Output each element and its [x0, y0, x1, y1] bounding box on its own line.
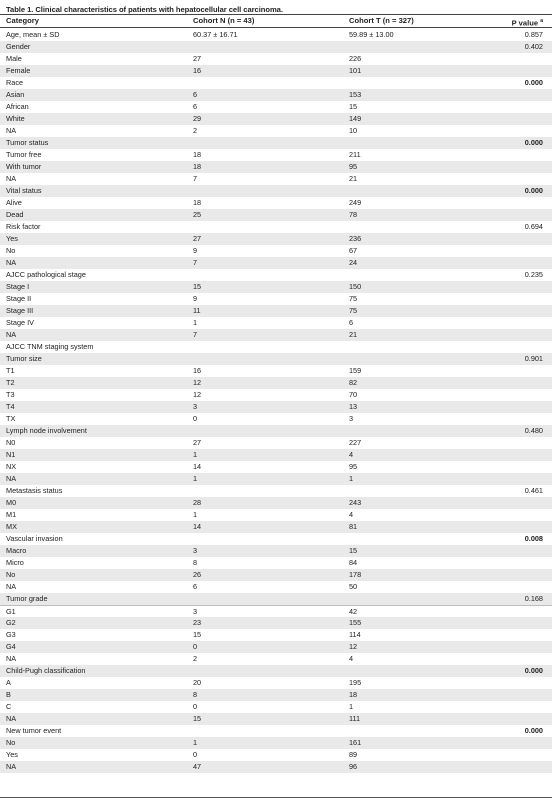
table-row [0, 605, 552, 617]
cell-cohort-n: 1 [193, 738, 198, 747]
header-cohort-t: Cohort T (n = 327) [349, 16, 414, 25]
table-row [0, 257, 552, 269]
cell-cohort-n: 1 [193, 474, 198, 483]
cell-cohort-t: 4 [349, 654, 354, 663]
cell-category: Stage III [6, 306, 34, 315]
cell-category: Risk factor [6, 222, 41, 231]
cell-category: C [6, 702, 12, 711]
cell-cohort-t: 13 [349, 402, 358, 411]
header-cohort-n: Cohort N (n = 43) [193, 16, 255, 25]
cell-cohort-n: 1 [193, 510, 198, 519]
cell-cohort-n: 1 [193, 450, 198, 459]
cell-cohort-n: 9 [193, 246, 198, 255]
cell-cohort-n: 47 [193, 762, 202, 771]
cell-category: N1 [6, 450, 16, 459]
cell-cohort-t: 81 [349, 522, 358, 531]
table-row [0, 389, 552, 401]
cell-cohort-n: 14 [193, 462, 202, 471]
cell-category: Gender [6, 42, 31, 51]
table-header [0, 14, 552, 28]
cell-cohort-t: 84 [349, 558, 358, 567]
table-row [0, 209, 552, 221]
cell-p-value: 0.461 [524, 486, 543, 495]
cell-category: T1 [6, 366, 15, 375]
cell-category: NA [6, 330, 17, 339]
cell-cohort-n: 23 [193, 618, 202, 627]
cell-cohort-n: 7 [193, 258, 198, 267]
cell-p-value: 0.008 [524, 534, 543, 543]
cell-cohort-t: 1 [349, 702, 354, 711]
cell-cohort-n: 8 [193, 558, 198, 567]
cell-cohort-n: 11 [193, 306, 201, 315]
cell-category: A [6, 678, 11, 687]
table-row [0, 377, 552, 389]
cell-category: Vital status [6, 186, 42, 195]
table-row [0, 533, 552, 545]
cell-category: NA [6, 582, 17, 591]
cell-cohort-n: 7 [193, 174, 198, 183]
cell-cohort-t: 78 [349, 210, 358, 219]
cell-cohort-t: 150 [349, 282, 362, 291]
cell-cohort-n: 29 [193, 114, 202, 123]
cell-cohort-t: 75 [349, 294, 358, 303]
table-row [0, 737, 552, 749]
cell-cohort-t: 89 [349, 750, 358, 759]
table-row [0, 317, 552, 329]
table-row [0, 485, 552, 497]
cell-cohort-n: 14 [193, 522, 202, 531]
table-row [0, 593, 552, 605]
cell-cohort-n: 8 [193, 690, 198, 699]
cell-cohort-n: 2 [193, 654, 198, 663]
cell-cohort-n: 25 [193, 210, 202, 219]
cell-p-value: 0.000 [524, 726, 543, 735]
table-row [0, 749, 552, 761]
cell-category: NA [6, 654, 17, 663]
table-row [0, 173, 552, 185]
table-row [0, 629, 552, 641]
table-row [0, 269, 552, 281]
cell-cohort-n: 12 [193, 390, 202, 399]
cell-category: G3 [6, 630, 16, 639]
cell-category: B [6, 690, 11, 699]
table-caption: Table 1. Clinical characteristics of patients with hepatocellular cell carcinoma. [6, 5, 283, 14]
header-p-value-label: P value [511, 18, 539, 28]
table-row [0, 149, 552, 161]
cell-cohort-t: 95 [349, 162, 358, 171]
cell-category: Asian [6, 90, 25, 99]
cell-cohort-n: 7 [193, 330, 198, 339]
cell-category: Age, mean ± SD [6, 30, 60, 39]
table-row [0, 53, 552, 65]
table-row [0, 281, 552, 293]
cell-cohort-t: 195 [349, 678, 362, 687]
cell-cohort-n: 18 [193, 162, 202, 171]
table-row [0, 521, 552, 533]
table-row [0, 497, 552, 509]
cell-cohort-n: 18 [193, 150, 202, 159]
cell-category: Yes [6, 750, 18, 759]
table-row [0, 401, 552, 413]
table-row [0, 713, 552, 725]
cell-cohort-n: 27 [193, 54, 202, 63]
table-row [0, 197, 552, 209]
cell-cohort-n: 0 [193, 414, 198, 423]
table-row [0, 725, 552, 737]
cell-cohort-t: 70 [349, 390, 358, 399]
cell-cohort-t: 249 [349, 198, 362, 207]
table-row [0, 701, 552, 713]
cell-cohort-n: 3 [193, 402, 198, 411]
cell-p-value: 0.000 [524, 186, 543, 195]
cell-category: G4 [6, 642, 16, 651]
cell-cohort-t: 67 [349, 246, 358, 255]
cell-cohort-t: 59.89 ± 13.00 [349, 30, 394, 39]
cell-cohort-n: 12 [193, 378, 202, 387]
table-row [0, 29, 552, 41]
cell-p-value: 0.402 [524, 42, 543, 51]
cell-cohort-n: 6 [193, 102, 198, 111]
cell-cohort-n: 20 [193, 678, 202, 687]
cell-category: Lymph node involvement [6, 426, 87, 435]
cell-p-value: 0.901 [524, 354, 543, 363]
table-row [0, 665, 552, 677]
cell-p-value: 0.235 [524, 270, 543, 279]
cell-p-value: 0.000 [524, 666, 543, 675]
cell-category: Race [6, 78, 24, 87]
cell-cohort-n: 2 [193, 126, 198, 135]
cell-cohort-n: 3 [193, 607, 198, 616]
cell-category: M0 [6, 498, 17, 507]
cell-category: African [6, 102, 29, 111]
cell-cohort-n: 3 [193, 546, 198, 555]
cell-cohort-t: 3 [349, 414, 354, 423]
cell-cohort-t: 114 [349, 630, 361, 639]
table-row [0, 185, 552, 197]
cell-cohort-n: 15 [193, 282, 202, 291]
cell-cohort-n: 0 [193, 642, 198, 651]
table-row [0, 221, 552, 233]
cell-cohort-t: 18 [349, 690, 358, 699]
cell-cohort-t: 24 [349, 258, 358, 267]
cell-p-value: 0.000 [524, 78, 543, 87]
cell-cohort-n: 60.37 ± 16.71 [193, 30, 238, 39]
cell-cohort-t: 149 [349, 114, 362, 123]
table-row [0, 545, 552, 557]
cell-cohort-n: 0 [193, 750, 198, 759]
cell-cohort-t: 4 [349, 510, 354, 519]
table-row [0, 425, 552, 437]
cell-category: TX [6, 414, 16, 423]
cell-category: Male [6, 54, 22, 63]
cell-cohort-n: 6 [193, 582, 198, 591]
cell-cohort-t: 15 [349, 102, 358, 111]
cell-category: With tumor [6, 162, 42, 171]
cell-category: Stage IV [6, 318, 34, 327]
cell-category: Female [6, 66, 31, 75]
cell-category: T2 [6, 378, 15, 387]
cell-cohort-t: 21 [349, 174, 358, 183]
table-bottom-rule [0, 797, 552, 798]
table-row [0, 689, 552, 701]
cell-cohort-t: 75 [349, 306, 358, 315]
cell-cohort-t: 50 [349, 582, 358, 591]
cell-category: No [6, 570, 16, 579]
cell-cohort-t: 101 [349, 66, 362, 75]
table-row [0, 245, 552, 257]
cell-category: N0 [6, 438, 16, 447]
cell-cohort-n: 15 [193, 714, 202, 723]
cell-cohort-t: 1 [349, 474, 354, 483]
table-row [0, 353, 552, 365]
header-p-value [512, 15, 543, 30]
cell-cohort-t: 159 [349, 366, 362, 375]
cell-category: MX [6, 522, 17, 531]
cell-cohort-t: 96 [349, 762, 358, 771]
cell-cohort-t: 178 [349, 570, 362, 579]
table-row [0, 329, 552, 341]
cell-category: No [6, 246, 16, 255]
table-row [0, 137, 552, 149]
cell-cohort-t: 42 [349, 607, 358, 616]
cell-cohort-t: 153 [349, 90, 362, 99]
cell-category: Child-Pugh classification [6, 666, 86, 675]
table-row [0, 233, 552, 245]
cell-cohort-t: 95 [349, 462, 358, 471]
table-row [0, 617, 552, 629]
table-row [0, 437, 552, 449]
table-row [0, 125, 552, 137]
cell-category: NA [6, 174, 17, 183]
table-row [0, 293, 552, 305]
table-row [0, 41, 552, 53]
cell-cohort-t: 15 [349, 546, 358, 555]
cell-cohort-t: 21 [349, 330, 358, 339]
cell-category: White [6, 114, 25, 123]
cell-cohort-n: 0 [193, 702, 198, 711]
cell-cohort-n: 1 [193, 318, 198, 327]
cell-cohort-t: 12 [349, 642, 358, 651]
cell-category: Tumor size [6, 354, 42, 363]
cell-category: NA [6, 714, 17, 723]
cell-cohort-n: 6 [193, 90, 198, 99]
cell-category: Yes [6, 234, 18, 243]
table-row [0, 65, 552, 77]
cell-category: T4 [6, 402, 15, 411]
table-row [0, 677, 552, 689]
table-row [0, 569, 552, 581]
table-row [0, 557, 552, 569]
cell-cohort-t: 111 [349, 714, 361, 723]
cell-category: Dead [6, 210, 24, 219]
table-row [0, 77, 552, 89]
cell-category: G2 [6, 618, 16, 627]
cell-cohort-t: 211 [349, 150, 361, 159]
table-row [0, 101, 552, 113]
table-row [0, 161, 552, 173]
cell-cohort-t: 226 [349, 54, 362, 63]
table-row [0, 305, 552, 317]
cell-category: Vascular invasion [6, 534, 63, 543]
table-row [0, 461, 552, 473]
table-body [0, 29, 552, 797]
header-category: Category [6, 16, 39, 25]
cell-cohort-n: 26 [193, 570, 202, 579]
table-row [0, 761, 552, 773]
cell-cohort-t: 4 [349, 450, 354, 459]
cell-category: New tumor event [6, 726, 62, 735]
cell-cohort-t: 155 [349, 618, 362, 627]
cell-p-value: 0.168 [524, 594, 543, 603]
cell-category: Metastasis status [6, 486, 63, 495]
table-row [0, 509, 552, 521]
table-row [0, 449, 552, 461]
cell-cohort-n: 16 [193, 66, 202, 75]
cell-p-value: 0.857 [524, 30, 543, 39]
table-row [0, 581, 552, 593]
cell-category: Stage I [6, 282, 30, 291]
cell-category: AJCC TNM staging system [6, 342, 94, 351]
cell-cohort-t: 6 [349, 318, 354, 327]
cell-category: T3 [6, 390, 15, 399]
cell-category: M1 [6, 510, 17, 519]
table-row [0, 341, 552, 353]
cell-category: NA [6, 126, 17, 135]
cell-category: NA [6, 258, 17, 267]
cell-category: AJCC pathological stage [6, 270, 86, 279]
cell-category: Tumor free [6, 150, 42, 159]
cell-category: Tumor status [6, 138, 49, 147]
cell-cohort-t: 82 [349, 378, 358, 387]
cell-category: Tumor grade [6, 594, 48, 603]
cell-cohort-t: 227 [349, 438, 362, 447]
cell-cohort-t: 243 [349, 498, 362, 507]
cell-cohort-n: 15 [193, 630, 202, 639]
cell-cohort-n: 28 [193, 498, 202, 507]
header-p-value-footnote-mark: a [540, 18, 543, 24]
cell-category: NX [6, 462, 17, 471]
cell-category: Micro [6, 558, 24, 567]
table-row [0, 473, 552, 485]
cell-category: G1 [6, 607, 16, 616]
cell-cohort-n: 9 [193, 294, 198, 303]
cell-category: NA [6, 474, 17, 483]
table-row [0, 113, 552, 125]
table-row [0, 365, 552, 377]
cell-cohort-n: 27 [193, 234, 202, 243]
cell-cohort-n: 16 [193, 366, 202, 375]
cell-p-value: 0.000 [524, 138, 543, 147]
cell-p-value: 0.480 [524, 426, 543, 435]
cell-category: Macro [6, 546, 27, 555]
cell-category: NA [6, 762, 17, 771]
cell-category: Alive [6, 198, 22, 207]
cell-p-value: 0.694 [524, 222, 543, 231]
cell-cohort-n: 18 [193, 198, 202, 207]
table-row [0, 89, 552, 101]
cell-cohort-t: 236 [349, 234, 362, 243]
table-row [0, 413, 552, 425]
cell-category: No [6, 738, 16, 747]
table-row [0, 653, 552, 665]
cell-cohort-t: 10 [349, 126, 358, 135]
cell-category: Stage II [6, 294, 32, 303]
table-row [0, 641, 552, 653]
cell-cohort-t: 161 [349, 738, 362, 747]
cell-cohort-n: 27 [193, 438, 202, 447]
